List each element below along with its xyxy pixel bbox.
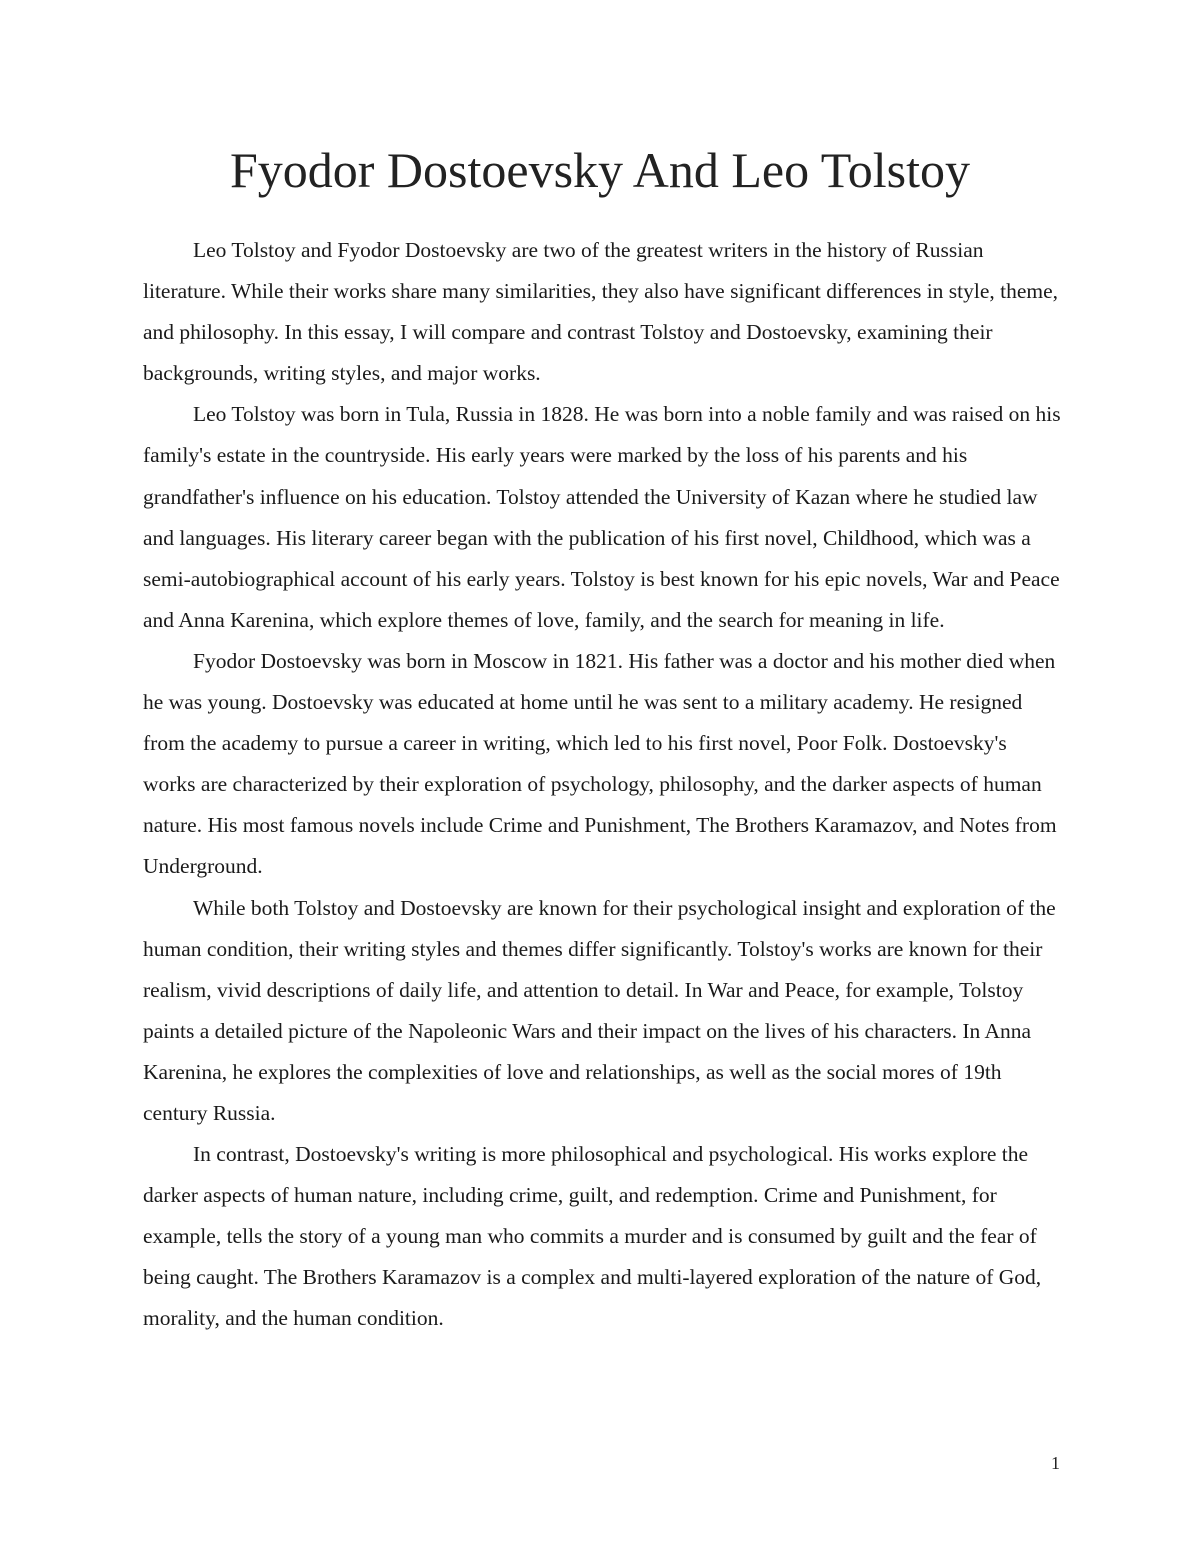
paragraph-dostoevsky-contrast: In contrast, Dostoevsky's writing is more philosophical and psychological. His works explore the darker aspects of human nature, including crime, guilt, and redemption. Crime and Punishment, for example, tells the story of a young man who commits a murder and is consumed by guilt and the fear of being caught. The Brothers Karamazov is a complex and multi-layered exploration of the nature of God, morality, and the human condition. <box>143 1142 1042 1331</box>
document-body <box>143 230 1063 1340</box>
paragraph-style-comparison: While both Tolstoy and Dostoevsky are known for their psychological insight and exploration of the human condition, their writing styles and themes differ significantly. Tolstoy's works are known for their realism, vivid descriptions of daily life, and attention to detail. In War and Peace, for example, Tolstoy paints a detailed picture of the Napoleonic Wars and their impact on the lives of his characters. In Anna Karenina, he explores the complexities of love and relationships, as well as the social mores of 19th century Russia. <box>143 895 1056 1125</box>
page-number: 1 <box>1051 1453 1060 1473</box>
paragraph-dostoevsky-background: Fyodor Dostoevsky was born in Moscow in 1821. His father was a doctor and his mother died when he was young. Dostoevsky was educated at home until he was sent to a military academy. He resigned from the academy to pursue a career in writing, which led to his first novel, Poor Folk. Dostoevsky's works are characterized by their exploration of psychology, philosophy, and the darker aspects of human nature. His most famous novels include Crime and Punishment, The Brothers Karamazov, and Notes from Underground. <box>143 648 1057 879</box>
paragraph-introduction: Leo Tolstoy and Fyodor Dostoevsky are two of the greatest writers in the history of Russian literature. While their works share many similarities, they also have significant differences in style, theme, and philosophy. In this essay, I will compare and contrast Tolstoy and Dostoevsky, examining their backgrounds, writing styles, and major works. <box>143 238 1059 386</box>
paragraph-tolstoy-background: Leo Tolstoy was born in Tula, Russia in 1828. He was born into a noble family and was raised on his family's estate in the countryside. His early years were marked by the loss of his parents and his grandfather's influence on his education. Tolstoy attended the University of Kazan where he studied law and languages. His literary career began with the publication of his first novel, Childhood, which was a semi-autobiographical account of his early years. Tolstoy is best known for his epic novels, War and Peace and Anna Karenina, which explore themes of love, family, and the search for meaning in life. <box>143 402 1061 632</box>
document-title: Fyodor Dostoevsky And Leo Tolstoy <box>229 142 971 198</box>
